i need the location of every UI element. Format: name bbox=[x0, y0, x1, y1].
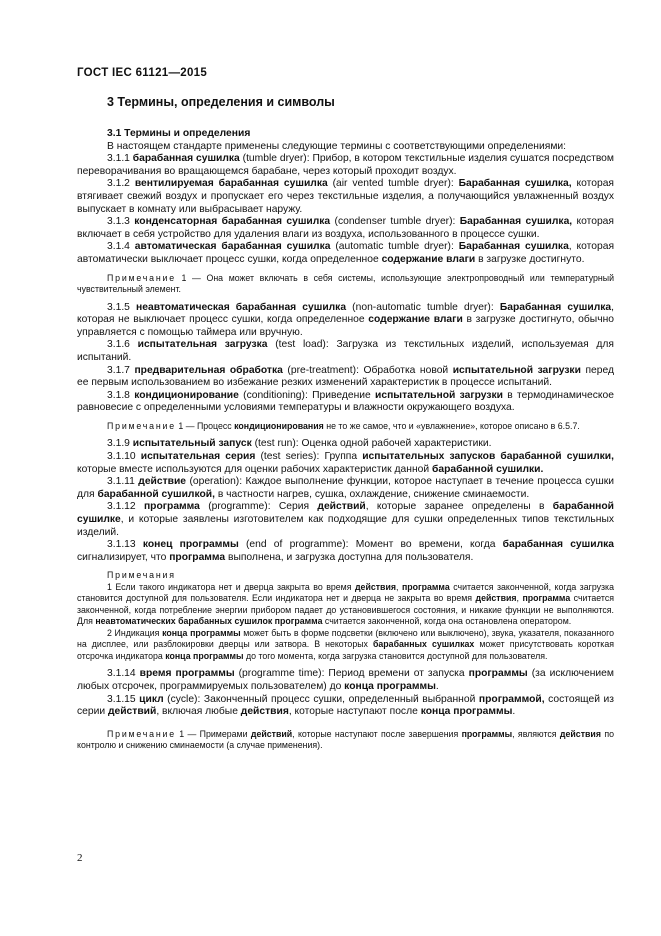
page-number: 2 bbox=[77, 852, 83, 864]
definition-paragraph: 3.1.12 программа (programme): Серия действий, которые заранее определены в барабанной сушилке, и которые заявлены изготовителем как подходящие для сушки определенных типов текстильных изделий. bbox=[77, 501, 614, 538]
note-paragraph: Примечание 1 — Примерами действий, которые наступают после завершения программы, являются действия по контролю и снижению сминаемости (а случае применения). bbox=[77, 728, 614, 751]
definition-paragraph: 3.1.14 время программы (programme time): Период времени от запуска программы (за исключением любых отсрочек, программируемых пользователем) до конца программы. bbox=[77, 668, 614, 692]
document-body bbox=[77, 126, 614, 752]
definition-paragraph: 3.1.3 конденсаторная барабанная сушилка (condenser tumble dryer): Барабанная сушилка, которая включает в себя устройство для удаления влаги из воздуха, использованного в процессе сушки. bbox=[77, 216, 614, 240]
definition-paragraph: 3.1.11 действие (operation): Каждое выполнение функции, которое наступает в течение процесса сушки для барабанной сушилкой, в частности нагрев, сушка, охлаждение, снижение сминаемости. bbox=[77, 476, 614, 500]
subsection-title: 3.1 Термины и определения bbox=[107, 128, 251, 139]
note-paragraph: 2 Индикация конца программы может быть в форме подсветки (включено или выключено), звука, указателя, показанного на дисплее, или разблокировки дверцы или затвора. В некоторых барабанных сушилках может присутствовать короткая отсрочка индикатора конца программы до того момента, когда загрузка становится доступной для пользователя. bbox=[77, 627, 614, 661]
definition-paragraph: 3.1.6 испытательная загрузка (test load): Загрузка из текстильных изделий, используемая для испытаний. bbox=[77, 339, 614, 363]
definition-paragraph: 3.1.10 испытательная серия (test series): Группа испытательных запусков барабанной сушилки, которые вместе используются для оценки рабочих характеристик данной барабанной сушилки. bbox=[77, 450, 614, 475]
definition-paragraph: 3.1.9 испытательный запуск (test run): Оценка одной рабочей характеристики. bbox=[107, 438, 492, 450]
note-paragraph: 1 Если такого индикатора нет и дверца закрыта во время действия, программа считается законченной, когда загрузка становится доступной для пользователя. Если индикатора нет и дверца не закрыта во время действия, программа считается законченной, когда потребление энергии прибором падает до установившегося состояния, и никакие функции не выполняются. Для неавтоматических барабанных сушилок программа считается законченной, когда она остановлена оператором. bbox=[77, 581, 614, 627]
definition-paragraph: 3.1.7 предварительная обработка (pre-treatment): Обработка новой испытательной загрузки перед ее первым использованием во избежание резких изменений характеристик в процессе испытаний. bbox=[77, 364, 614, 389]
paragraph-list bbox=[77, 141, 614, 752]
definition-paragraph: 3.1.15 цикл (cycle): Законченный процесс сушки, определенный выбранной программой, состоящей из серии действий, включая любые действия, которые наступают после конца программы. bbox=[77, 693, 614, 718]
definition-paragraph: 3.1.8 кондиционирование (conditioning): Приведение испытательной загрузки в термодинамическое равновесие с определенными условиями температуры и влажности окружающего воздуха. bbox=[77, 389, 614, 414]
definition-paragraph: 3.1.2 вентилируемая барабанная сушилка (air vented tumble dryer): Барабанная сушилка, которая втягивает свежий воздух и пропускает его через текстильные изделия, а получающийся увлажненный воздух выпускает в комнату или выбрасывает наружу. bbox=[77, 178, 615, 215]
note-paragraph: Примечание 1 — Она может включать в себя системы, использующие электропроводный или температурный чувствительный элемент. bbox=[77, 272, 614, 295]
definition-paragraph: 3.1.1 барабанная сушилка (tumble dryer): Прибор, в котором текстильные изделия сушатся посредством переворачивания во вращающемся барабане, через который проходит воздух. bbox=[77, 153, 614, 177]
definition-paragraph: 3.1.13 конец программы (end of programme): Момент во времени, когда барабанная сушилка сигнализирует, что программа выполнена, и загрузка доступна для пользователя. bbox=[77, 539, 614, 563]
definition-paragraph: 3.1.4 автоматическая барабанная сушилка (automatic tumble dryer): Барабанная сушилка, которая автоматически выключает процесс сушки, когда определенное содержание влаги в загрузке достигнуто. bbox=[77, 241, 615, 265]
definition-paragraph: В настоящем стандарте применены следующие термины с соответствующими определениями: bbox=[107, 140, 567, 152]
standard-header: ГОСТ IEC 61121—2015 bbox=[77, 67, 208, 79]
definition-paragraph: 3.1.5 неавтоматическая барабанная сушилка (non-automatic tumble dryer): Барабанная сушилка, которая не выключает процесс сушки, когда определенное содержание влаги в загрузке достигнуто, обычно управляется с помощью таймера или вручную. bbox=[77, 301, 614, 338]
note-paragraph: Примечания bbox=[107, 570, 176, 581]
section-title: 3 Термины, определения и символы bbox=[107, 95, 335, 109]
note-paragraph: Примечание 1 — Процесс кондиционирования не то же самое, что и «увлажнение», которое описано в 6.5.7. bbox=[107, 420, 580, 431]
